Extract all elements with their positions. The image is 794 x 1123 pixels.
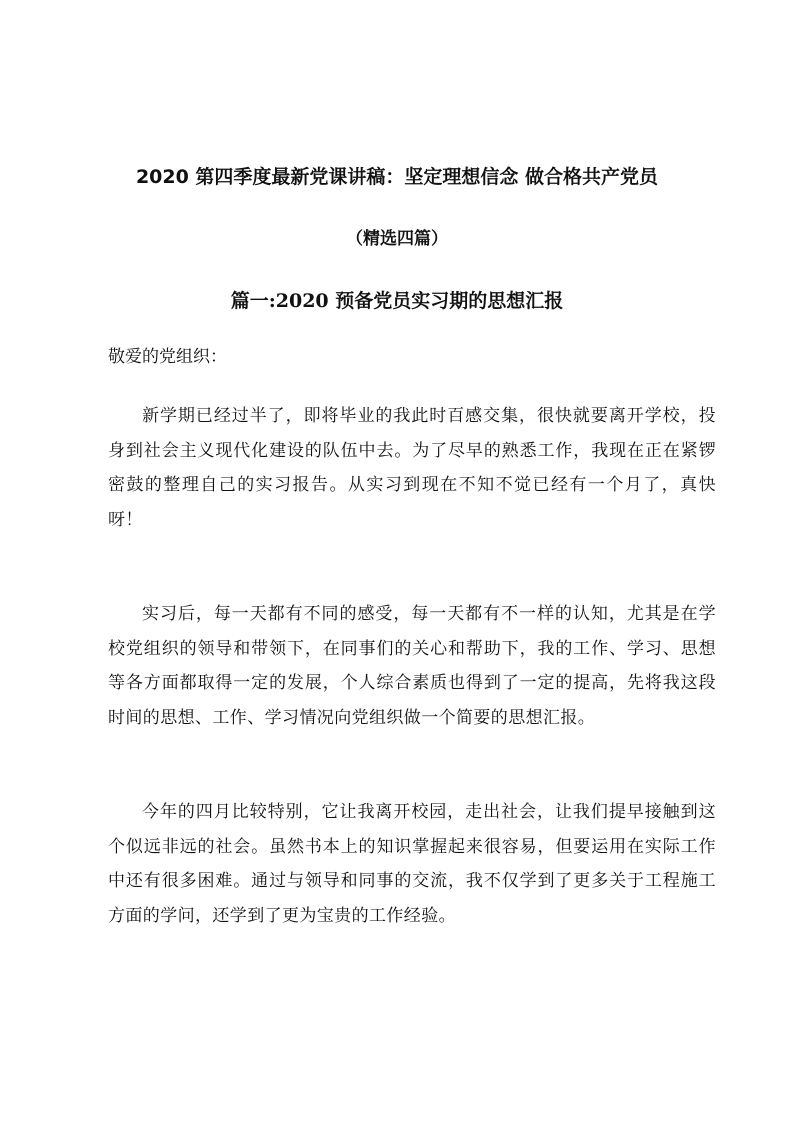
section-heading: 篇一:2020 预备党员实习期的思想汇报 [230, 290, 564, 312]
body-paragraph-2: 实习后，每一天都有不同的感受，每一天都有不一样的认知，尤其是在学校党组织的领导和带领下，在同事们的关心和帮助下，我的工作、学习、思想等各方面都取得一定的发展，个人综合素质也得到了一定的提高，先将我这段时间的思想、工作、学习情况向党组织做一个简要的思想汇报。 [108, 604, 716, 728]
body-paragraph-3: 今年的四月比较特别，它让我离开校园，走出社会，让我们提早接触到这个似远非远的社会。虽然书本上的知识掌握起来很容易，但要运用在实际工作中还有很多困难。通过与领导和同事的交流，我不仅学到了更多关于工程施工方面的学问，还学到了更为宝贵的工作经验。 [108, 802, 716, 926]
document-subtitle: （精选四篇） [346, 229, 448, 249]
document-title: 2020 第四季度最新党课讲稿：坚定理想信念 做合格共产党员 [135, 166, 659, 188]
salutation: 敬爱的党组织： [108, 347, 227, 367]
body-paragraph-1: 新学期已经过半了，即将毕业的我此时百感交集，很快就要离开学校，投身到社会主义现代化建设的队伍中去。为了尽早的熟悉工作，我现在正在紧锣密鼓的整理自己的实习报告。从实习到现在不知不觉已经有一个月了，真快呀！ [108, 406, 716, 530]
